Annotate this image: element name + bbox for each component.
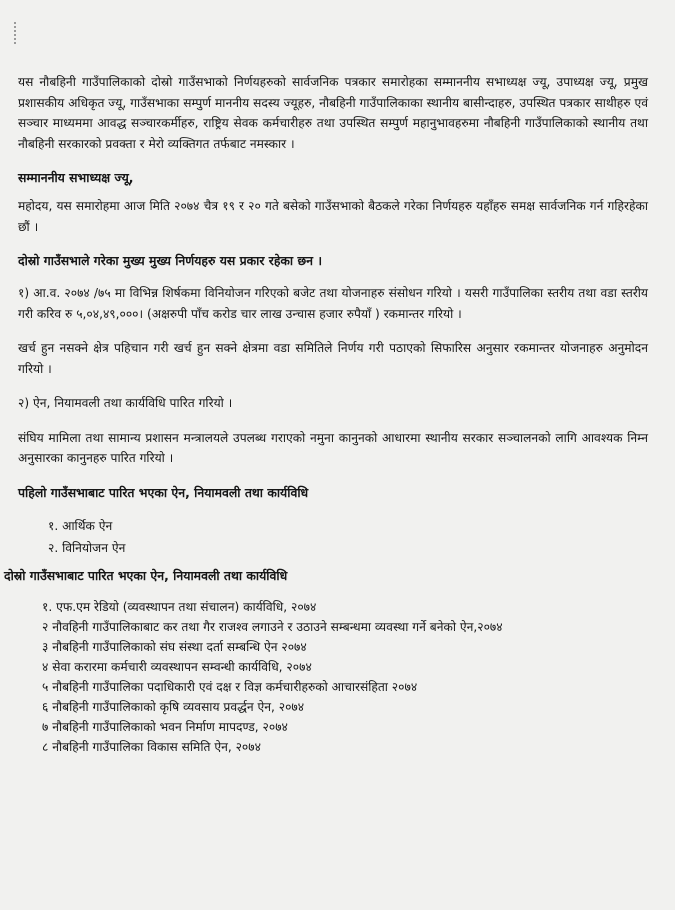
list-item: ८ नौबहिनी गाउँपालिका विकास समिति ऐन, २०७४ [42,739,261,754]
second-session-list [18,598,648,757]
decisions-heading: दोस्रो गाउँसभाले गरेका मुख्य मुख्य निर्णयहरु यस प्रकार रहेका छन । [18,253,323,268]
decision-1-continuation: खर्च हुन नसक्ने क्षेत्र पहिचान गरी खर्च हुन सक्ने क्षेत्रमा वडा समितिले निर्णय गरी पठाएको सिफारिस अनुसार रकमान्तर योजनाहरु अनुमोदन गरियो । [18,341,648,376]
list-item: ७ नौबहिनी गाउँपालिकाको भवन निर्माण मापदण्ड, २०७४ [42,719,288,734]
first-session-list [48,517,648,558]
decision-2-continuation: संघिय मामिला तथा सामान्य प्रशासन मन्त्रालयले उपलब्ध गराएको नमुना कानुनको आधारमा स्थानीय सरकार सञ्चालनको लागि आवश्यक निम्न अनुसारका कानुनहरु पारित गरियो । [18,430,648,465]
decision-1: १) आ.व. २०७४ /७५ मा विभिन्न शिर्षकमा विनियोजन गरिएको बजेट तथा योजनाहरु संसोधन गरियो । यसरी गाउँपालिका स्तरीय तथा वडा स्तरीय गरी करिव रु ५,०४,४९,०००। (अक्षरुपी पाँच करोड चार लाख उन्चास हजार रुपैयाँ ) रकमान्तर गरियो । [18,286,648,321]
list-item: ६ नौबहिनी गाउँपालिकाको कृषि व्यवसाय प्रवर्द्धन ऐन, २०७४ [42,699,305,714]
scan-mark [14,22,20,44]
first-session-heading: पहिलो गाउँसभाबाट पारित भएका ऐन, नियामवली तथा कार्यविधि [18,484,309,500]
list-item: २ नौवहिनी गाउँपालिकाबाट कर तथा गैर राजश्व लगाउने र उठाउने सम्बन्धमा व्यवस्था गर्ने बनेको ऐन,२०७४ [42,619,503,634]
list-item: १. एफ.एम रेडियो (व्यवस्थापन तथा संचालन) कार्यविधि, २०७४ [42,599,317,614]
list-item: २. विनियोजन ऐन [48,540,126,555]
second-session-heading: दोस्रो गाउँसभाबाट पारित भएका ऐन, नियामवली तथा कार्यविधि [4,567,288,583]
salutation-heading: सम्माननीय सभाध्यक्ष ज्यू, [18,170,134,185]
list-item: १. आर्थिक ऐन [48,518,113,533]
list-item: ५ नौबहिनी गाउँपालिका पदाधिकारी एवं दक्ष र विज्ञ कर्मचारीहरुको आचारसंहिता २०७४ [42,679,418,694]
document-body [4,72,648,758]
list-item: ३ नौबहिनी गाउँपालिकाको संघ संस्था दर्ता सम्बन्धि ऐन २०७४ [42,639,307,654]
intro-paragraph: यस नौबहिनी गाउँपालिकाको दोस्रो गाउँसभाको निर्णयहरुको सार्वजनिक पत्रकार समारोहका सम्माननीय सभाध्यक्ष ज्यू, उपाध्यक्ष ज्यू, प्रमुख प्रशासकीय अधिकृत ज्यू, गाउँसभाका सम्पुर्ण माननीय सदस्य ज्यूहरु, नौबहिनी गाउँपालिकाका स्थानीय बासीन्दाहरु, उपस्थित पत्रकार साथीहरु एवं सञ्चार माध्यममा आवद्ध सञ्चारकर्मीहरु, राष्ट्रिय सेवक कर्मचारीहरु तथा उपस्थित सम्पुर्ण महानुभावहरुमा नौबहिनी गाउँपालिकाको स्थानीय तथा नौबहिनी सरकारको प्रवक्ता र मेरो व्यक्तिगत तर्फबाट नमस्कार । [18,75,648,151]
decision-2: २) ऐन, नियामवली तथा कार्यविधि पारित गरियो । [18,396,233,410]
salutation-paragraph: महोदय, यस समारोहमा आज मिति २०७४ चैत्र १९ र २० गते बसेको गाउँसभाको बैठकले गरेका निर्णयहरु यहाँहरु समक्ष सार्वजनिक गर्न गहिरहेका छौं । [18,199,648,234]
list-item: ४ सेवा करारमा कर्मचारी व्यवस्थापन सम्वन्धी कार्यविधि, २०७४ [42,659,312,674]
